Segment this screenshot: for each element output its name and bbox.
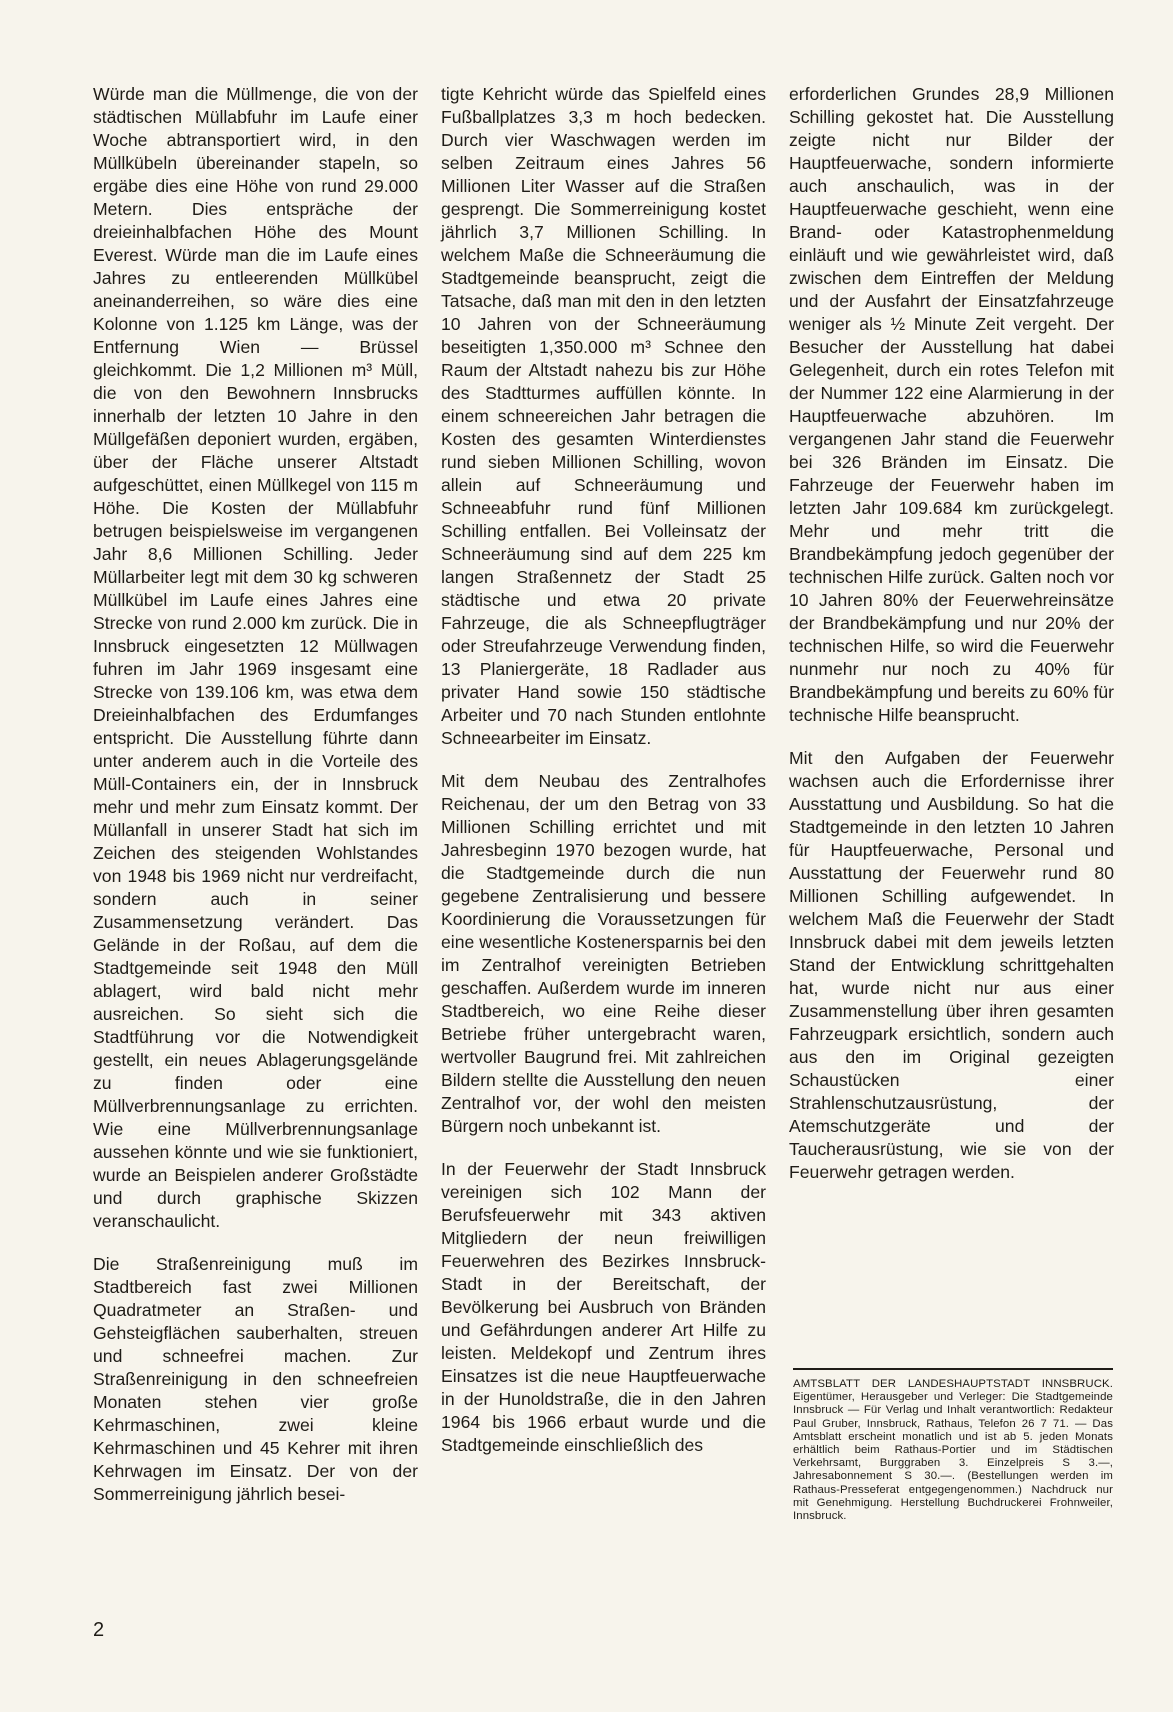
text-column-1 bbox=[93, 83, 418, 1526]
text-column-2 bbox=[441, 83, 766, 1477]
text-column-3 bbox=[789, 83, 1114, 1204]
imprint: AMTSBLATT DER LANDESHAUPTSTADT INNSBRUCK. Eigentümer, Herausgeber und Verleger: Die Stadtgemeinde Innsbruck — Für Verlag und Inhalt verantwortlich: Redakteur Paul Gruber, Innsbruck, Rathaus, Telefon 26 7 71. — Das Amtsblatt erscheint monatlich und ist ab 5. jeden Monats erhältlich beim Rathaus-Portier und im Städtischen Verkehrsamt, Burggraben 3. Einzelpreis S 3.—, Jahresabonnement S 30.—. (Bestellungen werden im Rathaus-Presseferat entgegengenommen.) Nachdruck nur mit Genehmigung. Herstellung Buchdruckerei Frohnweiler, Innsbruck. bbox=[793, 1378, 1113, 1523]
paragraph-ausstattung: Mit den Aufgaben der Feuerwehr wachsen auch die Erfordernisse ihrer Ausstattung und Ausbildung. So hat die Stadtgemeinde in den letzten 10 Jahren für Hauptfeuerwache, Personal und Ausstattung der Feuerwehr rund 80 Millionen Schilling aufgewendet. In welchem Maß die Feuerwehr der Stadt Innsbruck dabei mit dem jeweils letzten Stand der Entwicklung schrittgehalten hat, wurde nicht nur aus einer Zusammenstellung über ihren gesamten Fahrzeugpark ersichtlich, sondern auch aus den im Original gezeigten Schaustücken einer Strahlenschutzausrüstung, der Atemschutzgeräte und der Taucherausrüstung, wie sie von der Feuerwehr getragen werden. bbox=[789, 748, 1114, 1182]
paragraph-strassenreinigung: Die Straßenreinigung muß im Stadtbereich fast zwei Millionen Quadratmeter an Straßen- und Gehsteigflächen sauberhalten, streuen und schneefrei machen. Zur Straßenreinigung in den schneefreien Monaten stehen vier große Kehrmaschinen, zwei kleine Kehrmaschinen und 45 Kehrer mit ihren Kehrwagen im Einsatz. Der von der Sommerreinigung jährlich besei- bbox=[93, 1254, 418, 1504]
paragraph-hauptfeuerwache: erforderlichen Grundes 28,9 Millionen Schilling gekostet hat. Die Ausstellung zeigte nicht nur Bilder der Hauptfeuerwache, sondern informierte auch anschaulich, was in der Hauptfeuerwache geschieht, wenn eine Brand- oder Katastrophenmeldung einläuft und wie gewährleistet wird, daß zwischen dem Eintreffen der Meldung und der Ausfahrt der Einsatzfahrzeuge weniger als ½ Minute Zeit vergeht. Der Besucher der Ausstellung hat dabei Gelegenheit, durch ein rotes Telefon mit der Nummer 122 eine Alarmierung in der Hauptfeuerwache abzuhören. Im vergangenen Jahr stand die Feuerwehr bei 326 Bränden im Einsatz. Die Fahrzeuge der Feuerwehr haben im letzten Jahr 109.684 km zurückgelegt. Mehr und mehr tritt die Brandbekämpfung jedoch gegenüber der technischen Hilfe zurück. Galten noch vor 10 Jahren 80% der Feuerwehreinsätze der Brandbekämpfung und nur 20% der technischen Hilfe, so wird die Feuerwehr nunmehr nur noch zu 40% für Brandbekämpfung und bereits zu 60% für technische Hilfe beansprucht. bbox=[789, 84, 1114, 725]
paragraph-muellabfuhr: Würde man die Müllmenge, die von der städtischen Müllabfuhr im Laufe einer Woche abtransportiert wird, in den Müllkübeln übereinander stapeln, so ergäbe dies eine Höhe von rund 29.000 Metern. Dies entspräche der dreieinhalbfachen Höhe des Mount Everest. Würde man die im Laufe eines Jahres zu entleerenden Müllkübel aneinanderreihen, so wäre dies eine Kolonne von 1.125 km Länge, was der Entfernung Wien — Brüssel gleichkommt. Die 1,2 Millionen m³ Müll, die von den Bewohnern Innsbrucks innerhalb der letzten 10 Jahre in den Müllgefäßen deponiert wurden, ergäben, über der Fläche unserer Altstadt aufgeschüttet, einen Müllkegel von 115 m Höhe. Die Kosten der Müllabfuhr betrugen beispielsweise im vergangenen Jahr 8,6 Millionen Schilling. Jeder Müllarbeiter legt mit dem 30 kg schweren Müllkübel im Laufe eines Jahres eine Strecke von rund 2.000 km zurück. Die in Innsbruck eingesetzten 12 Müllwagen fuhren im Jahr 1969 insgesamt eine Strecke von 139.106 km, was etwa dem Dreieinhalbfachen des Erdumfanges entspricht. Die Ausstellung führte dann unter anderem auch in die Vorteile des Müll-Containers ein, der in Innsbruck mehr und mehr zum Einsatz kommt. Der Müllanfall in unserer Stadt hat sich im Zeichen des steigenden Wohlstandes von 1948 bis 1969 nicht nur verdreifacht, sondern auch in seiner Zusammensetzung verändert. Das Gelände in der Roßau, auf dem die Stadtgemeinde seit 1948 den Müll ablagert, wird bald nicht mehr ausreichen. So sieht sich die Stadtführung vor die Notwendigkeit gestellt, ein neues Ablagerungsgelände zu finden oder eine Müllverbrennungsanlage zu errichten. Wie eine Müllverbrennungsanlage aussehen könnte und wie sie funktioniert, wurde an Beispielen anderer Großstädte und durch graphische Skizzen veranschaulicht. bbox=[93, 84, 418, 1231]
paragraph-feuerwehr: In der Feuerwehr der Stadt Innsbruck vereinigen sich 102 Mann der Berufsfeuerwehr mit 343 aktiven Mitgliedern der neun freiwilligen Feuerwehren des Bezirkes Innsbruck-Stadt in der Bereitschaft, der Bevölkerung bei Ausbruch von Bränden und Gefährdungen anderer Art Hilfe zu leisten. Meldekopf und Zentrum ihres Einsatzes ist die neue Hauptfeuerwache in der Hunoldstraße, die in den Jahren 1964 bis 1966 erbaut wurde und die Stadtgemeinde einschließlich des bbox=[441, 1159, 766, 1455]
imprint-divider bbox=[793, 1368, 1113, 1370]
paragraph-schneeraeumung: tigte Kehricht würde das Spielfeld eines Fußballplatzes 3,3 m hoch bedecken. Durch vier Waschwagen werden im selben Zeitraum eines Jahres 56 Millionen Liter Wasser auf die Straßen gesprengt. Die Sommerreinigung kostet jährlich 3,7 Millionen Schilling. In welchem Maße die Schneeräumung die Stadtgemeinde beansprucht, zeigt die Tatsache, daß man mit den in den letzten 10 Jahren von der Schneeräumung beseitigten 1,350.000 m³ Schnee den Raum der Altstadt nahezu bis zur Höhe des Stadtturmes auffüllen könnte. In einem schneereichen Jahr betragen die Kosten des gesamten Winterdienstes rund sieben Millionen Schilling, wovon allein auf Schneeräumung und Schneeabfuhr rund fünf Millionen Schilling entfallen. Bei Volleinsatz der Schneeräumung sind auf dem 225 km langen Straßennetz der Stadt 25 städtische und etwa 20 private Fahrzeuge, die als Schneepflugträger oder Streufahrzeuge Verwendung finden, 13 Planiergeräte, 18 Radlader aus privater Hand sowie 150 städtische Arbeiter und 70 nach Stunden entlohnte Schneearbeiter im Einsatz. bbox=[441, 84, 766, 748]
page-number: 2 bbox=[93, 1619, 105, 1641]
paragraph-zentralhof: Mit dem Neubau des Zentralhofes Reichenau, der um den Betrag von 33 Millionen Schilling errichtet und mit Jahresbeginn 1970 bezogen wurde, hat die Stadtgemeinde durch die nun gegebene Zentralisierung und bessere Koordinierung die Voraussetzungen für eine wesentliche Kostenersparnis bei den im Zentralhof vereinigten Betrieben geschaffen. Außerdem wurde im inneren Stadtbereich, wo eine Reihe dieser Betriebe früher untergebracht waren, wertvoller Baugrund frei. Mit zahlreichen Bildern stellte die Ausstellung den neuen Zentralhof vor, der wohl den meisten Bürgern noch unbekannt ist. bbox=[441, 771, 766, 1136]
